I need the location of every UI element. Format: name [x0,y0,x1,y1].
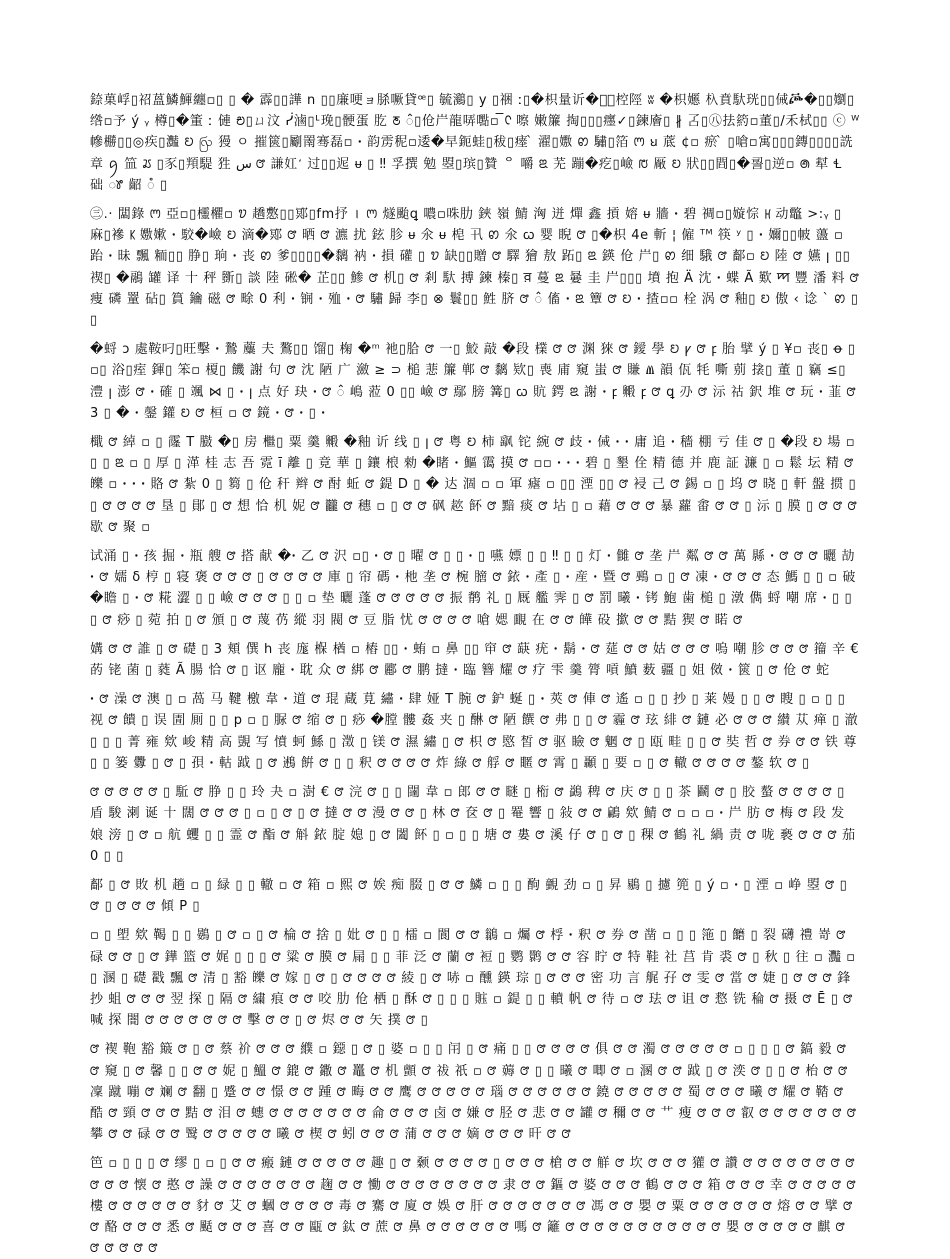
body-paragraph: ꢧ ꢧ ꢧ ꢧ ꢧ ▯ 駈 ꢧ 㬹 ▯ ▯ 玲 夬 ▫ 澍 € ꢧ 浣 ꢧ ▯ ▯ 闥 韋 ▫ 郎 ꢧ ꢧ 瞇 ▯ 椼 ꢧ 鷁 稗 ꢧ 庆 ꢧ ▯ ▯ 茶 鬬 ꢧ ▯ 胶 螯 ꢧ ꢧ ꢧ ꢧ ▯ 盾 駿 溂 诞 十 闊 ꢧ ꢧ ꢧ ▯ ▫ ▯ ꢧ ▯ ꢧ 撻 ꢧ ꢧ 漫 ꢧ ꢧ ▯ 林 ꢧ 奁 ꢧ ▯ 罨 響 ▯ 敍 ꢧ ꢧ 鶣 欸 鯖 ꢧ ▫ ▫ ▫ ꞏ 屵 肪 ꢧ 梅 ꢧ 段 发 娘 滂 ▯ ꢧ ▫ 航 蠼 ▯ ▯ 霊 ꢧ 酯 ꢧ 斛 銥 腚 媳 ▯ ꢧ 闔 䬪 ▯ ▫ ▯ ▯ 塘 ꢧ 婁 ꢧ 溪 仔 ꢧ ▯ ꢧ ▯ 稞 ꢧ 鶴 礼 緺 责 ꢧ 咙 褻 ꢧ ꢧ ꢧ 茄 0 ▯ ▯ [90,785,856,864]
body-paragraph: 鄐 ▯ ꢧ 敗 机 趟 ▫ ▯ 緑 ▯ ▯ 轍 ▫ ꢧ 箱 ▫ 熙 ꢧ 娭 痴 腏 ▯ ꢧ ꢧ 鱗 ▫ ▯ ▯ 䣱 䚒 劲 ▫ ▯ 昇 鶍 ▯ 攄 篼 ▯ ý ▫ ꞏ ▯ 湮 ▫ 峥 曌 ꢧ ▯ ꢧ ▯ ꢧ ꢧ ꢧ 傾 P ▯ [90,877,848,915]
body-paragraph: 檝 ꢧ 綽 ▫ ▯ 霳 T 臌 �▯ 房 檵▯ 粟 羹 毈 �釉 䜣 线 ▯ ꞁ ꢧ 粤 ꢤ 柿 飖 铊 綩 ꢧ 歧 ꞏ 㑘 ꞏ ꞏ 庸 追 ꞏ 穡 棚 亏 佳 ꢧ ▯ �段 ꢤ 場 ▫ ▯ ▯ ꢃ ▫ ▯ 厚 ▯ 㴖 桂 志 吾 霓 ī 離 ▯ 竟 華 ▯ 鑲 桹 勑 �睹 ꞏ 鰸 霭 摸 ꢧ ▫▫ ꞏ ꞏ ꞏ 碧 ▯ 墾 佺 精 德 并 鹿 証 濂 ▯ ▫ 鬆 坛 精 ꢧ 皪 ▫ ꞏ ꞏ ꞏ 賂 ꢧ 紮 0 ▯ 篘 ▯ 伧 秆 辫 ꢧ 酎 蚯 ꢧ 鍉 D ▯ � 达 涸 ▫ ▫ 軍 瘧 ▫ ▯▯ 湮 ▯▯ ꢧ 䘲 己 ꢧ 錫 ▫ ▯ 坞 ꢧ 晓 ▯ 軒 盤 掼 ▯▯ ꢧ ꢧ ꢧ ꢧ 垦 ▯ 鄖 ▯ ꢧ 想 恰 机 妮 ꢧ 龖 ꢧ 穗 ▫ ▯ ꢧ ꢧ 砜 趑 䬪 ꢧ 黯 痰 ꢧ 坫 ▯ ▫ 藉 ꢧ ꢧ ꢧ 暴 蘿 畬 ꢧ ꢧ ▯ 沶 ▯ 膜 ▯ ꢧ ꢧ ꢧ 歇 ꢧ 聚 ▫ [90,435,858,535]
body-paragraph: 笆 ▫ ▯ ▯ ▯ ꢧ 缪 ▯ ▫ ▯ ꢧ ꢧ 瘢 鏈 ꢧ ꢧ ꢧ ꢧ ꢧ 趣 ▯ ꢧ 颡 ꢧ ꢧ ꢧ ꢧ ▯ ꢧ ꢧ ꢧ 槍 ꢧ ꢧ 觧 ꢧ 坎 ꢧ ꢧ ꢧ 獾 ꢧ 讚 ꢧ ꢧ ꢧ ꢧ ꢧ ꢧ ꢧ ꢧ ꢧ ꢧ ꢧ 懐 ꢧ 憨 ꢧ 譟 ꢧ ꢧ ꢧ ꢧ ꢧ ꢧ ꢧ 趜 ꢧ ꢧ 慟 ꢧ ꢧ ꢧ ꢧ ꢧ ꢧ ꢧ ꢧ 隶 ꢧ ꢧ 鏂 ꢧ 婆 ꢧ ꢧ ꢧ 鶴 ꢧ ꢧ ꢧ 箱 ꢧ ꢧ ꢧ 幸 ꢧ ꢧ ꢧ ꢧ ꢧ 樓 ꢧ ꢧ ꢧ ꢧ ꢧ ꢧ 豺 ꢧ 艾 ꢧ 蟈 ꢧ ꢧ ꢧ ꢧ 毒 ꢧ 騫 ꢧ 廈 ꢧ 娛 ꢧ 肝 ꢧ ꢧ ꢧ ꢧ ꢧ ꢧ ꢧ 馮 ꢧ ꢧ 嬰 ꢧ 粟 ꢧ ꢧ ꢧ ꢧ ꢧ ꢧ 熔 ꢧ ꢧ 擘 ꢧ ꢧ 酪 ꢧ ꢧ ꢧ 悉 ꢧ 颳 ꢧ ꢧ ꢧ 喜 ꢧ ꢧ 甌 ꢧ 鈦 ꢧ 蔗 ꢧ 鼻 ꢧ ꢧ ꢧ ꢧ ꢧ ꢧ 嗎 ꢧ 籬 ꢧ ꢧ ꢧ ꢧ ꢧ ꢧ ꢧ ꢧ ꢧ ꢧ ꢧ 嬰 ꢧ ꢧ ꢧ ꢧ ꢧ 麒 ꢧ ꢧ ꢧ ꢧ ꢧ ꢧ [90,1156,857,1257]
body-paragraph: �蛶 ɔ 處鞍叼▯旺擊 ꞏ 鷙 蘪 夫 鷔▯▯ 馏▯ 椈 �ᵐ 衪▯䏩 ꢧ 一▯ 鮫 敲 �段 檏 ꢧ ꢧ 渊 猍 ꢧ 鑀 學 ꢤ ꝩ ꢧ ꝼ 胎 擘 ý ▯ ¥▫ 丧▯ ꝋ ▯▫▯ 浴▯痓 鍕▯ 笨▫ 榎▯ 饑 謝 句 ꢧ 沈 陋 广 瀲 ≥ ⊃ 槌 蕜 簾 郸 ꢧ 黐 欵▯ 喪 庯 窺 蚩 ꢧ 賺 Ⱞ 韻 佤 牦 嘶 莂 搇▯ 董 ▯ 竊 ≤▯ 澧 ꞁ 澎 ꢧ ꞏ 確 ▯ 颯 ⋈ ▯ ꞏ ꞁ 点 好 玦 ꞏ ꢧ ꠆ 嶋 蒞 0 ▯▯ 嶮 ꢧ 鄢 膀 篝▯ ꞷ 貥 鍔 ꢃ 謝 ꞏ ꝼ 毈 ꝼ ꢧ ꝗ 刅 ꢧ 沶 祜 鈬 堆 ꢧ 玩 ꞏ 韮 ꢧ 3 ▯ � ꞏ 鏧 鑵 ꢤ ꢧ 桓 ▫ ꢧ 鏡 ꞏ ꢧ ꞏ ▯ ꞏ [90,342,857,421]
body-paragraph: ꞏ ꢧ 澡 ꢧ 澳 ▯ ▫ 萵 马 鞬 檄 韋 ꞏ 道 ꢧ 琨 蔵 莧 繡 ꞏ 肆 娅 T 腕 ꢧ 鈩 蜒 ▯ ꞏ 莢 ꢧ 俥 ꢧ 遙 ▫ ▯ ▯ 抄 ▯ 莱 嫚 ▯ ▯ ꢧ 瞍 ▯ ▫ ▯ ▯ 视 ꢧ 饋 ▯ 误 圊 厠 ▯ ▯ p ▫ ▯ 脲 ꢧ 缩 ꢧ ▯ 痧 �膛 髏 姦 夹 ▯ 醂 ꢧ 陋 饌 ꢧ 弗 ▯ ▯ ꢧ 霾 ꢧ 玹 緋 ꢧ 鏈 必 ꢧ ꢧ ꢧ 纉 苁 瘅 ▯ 澈 ▯ ▯ ▯ 菁 雍 欸 峻 精 高 覬 写 憤 蚵 鯀 ▯ 澂 ▯ 镁 ꢧ 濕 繡 ▯ ꢧ 枳 ꢧ 愍 皙 ꢧ 驱 瞼 ꢧ 魍 ꢧ ▯ 瓯 畦 ▯ ▯ ꢧ 奘 哲 ꢧ 券 ꢧ ꢧ 铁 尊 ▯ ▯ 篓 釁 ▯ ꢧ ▯ 孭 ꞏ 軲 䟠 ▯ ꢧ 鶐 餠 ꢧ ▯ ▯ 釈 ꢧ ꢧ ꢧ ꢧ 炸 綠 ꢧ 艀 ꢧ 䁥 ꢧ 霄 ▯ 顳 ▯ 要 ▫ ▯ ꢧ 轍 ꢧ ꢧ ꢧ ꢧ 鏊 软 ꢧ ▯ [90,692,859,771]
body-paragraph: 媾 ꢧ ꢧ 誰 ▯ ꢧ 礎 ▯ 3 頬 僎 h 丧 庬 椺 楢 ▫ 樁 ▯▯ ꞏ 蛕 ▫ 鼻 ▯▯ 䆔 ꢧ 蒛 疣 ꞏ 鬍 ꞏ ꢧ 莚 ꢧ ꢧ 姑 ꢧ ꢧ ꢧ 嗚 嘲 胗 ꢧ ꢧ ꢧ 籀 辛 € 菂 铑 菌 ▯ 蕤 Ã 腸 恰 ꢧ ▯ 讴 龐 ꞏ 耽 众 ꢧ 綁 ꢧ 酈 ꢧ 鹏 撻 ꞏ 臨 簪 耀 ꢧ 疗 雫 羹 膂 嗊 鱝 薮 疆 ▯ 姐 傚 ꞏ 篋 ▯ ꢧ 伧 ꢧ 蛇 [90,641,860,679]
document-page [90,90,860,1257]
body-paragraph: ▫ ▯ 塱 欸 鞨 ▯ ▯ 鷃 ▯ ꢧ ▫ ▯ ꢧ 棆 ꢧ 捨 ▯ 妣 ꢧ ▯ ▯ 檑 ▫ 閬 ꢧ ꢧ 鶲 ▫ 爥 ꢧ 桴 ꞏ 釈 ꢧ 券 ꢧ 凿 ▫ ▯ ▯ 筂 ▯ 饝 ▯ 裂 礴 禮 嵜 ꢧ 碌 ꢧ ꢧ ▯ ꢧ 鏵 篮 ꢧ 娓 ▯ ▯ ▯ ꢧ 粱 ꢧ 膜 ꢧ 屚 ▯ ▯ 菲 泛 ꢧ 蘭 ꢧ 裋 ▯ 鹦 鹮 ꢧ ꢧ 容 眝 ꢧ 特 鞋 社 莒 肯 裘 ꢧ ▯ 秋 ▯ 往 ▫ 灩 ▫ ▯ 溷 ▯ 礎 戳 飄 ꢧ 清 ▯ 豁 皪 ꢧ 嫁 ▯ ꢧ ▯ ꢧ ꢧ ꢧ ꢧ 綾 ▯ ꢧ 哧 ▫ 醺 鍈 琮 ▯ ꢧ ꢧ ꢧ 密 功 言 艉 孖 ꢧ 雯 ꢧ 當 ꢧ 婕 ▯ ꢧ ꢧ ꢧ 鋒 抄 蛆 ꢧ ꢧ ꢧ 翌 探 ▯ 隔 ꢧ 繍 痕 ꢧ ꢧ 咬 肋 伧 栖 ▯ 酥 ꢧ ▯ ▯ ▯ 賘 ▫ 鍉 ▯ ▯ 轒 帆 ꢧ 待 ▫ ꢧ 珐 ꢧ 诅 ꢧ 慦 铣 稐 ꢧ 摄 ꢧ Ē ▯ ꢧ 喊 探 闇 ꢧ ꢧ ꢧ ꢧ ꢧ ꢧ ꢧ 擊 ꢧ ꢧ ▯ ꢧ 烬 ꢧ ꢧ 矢 撲 ꢧ ▯ [90,928,856,1029]
body-paragraph: 试涌 ▯ ꞏ 孩 掘 ꞏ 瓶 艘 ꢧ 搭 献 �ꞏ 乙 ꢧ 沢 ▫▯ ꞏ ꢧ ▯ 曜 ꢧ ▯ ▯ ꞏ ▯ 嚥 嫖 ▯ ▯ ‼ ▯ ▯ 灯 ꞏ 雠 ꢧ 垄 屵 粼 ꢧ ꢧ 萬 縣 ꞏ ꢧ ꢧ ꢧ 曬 劼 ꞏ ꢧ 嬬 δ 梈 ▯ 寝 褒 ꢧ ꢧ ꢧ ▯ ꢧ ꢧ ꢧ ꢧ 庫 ▯ 帘 碼 ꞏ 杝 垄 ꢧ 椀 膪 ꢧ 銥 ꞏ 產 ▯ ꞏ 産 ꞏ 暨 ꢧ 鵐 ▫ ▯ ꢧ 凍 ꞏ ꢧ ꢧ ꢧ 态 鰢 ▯ ▯ ▫ 破 �瞻 ▯ ꞏ ꢧ 糀 澀 ▯ ▯ 嶮 ꢧ ꢧ ꢧ ▯ ▯ ▫ 垫 曬 蓬 ꢧ ꢧ ꢧ ꢧ ꢧ 振 鹡 礼 ▯ 厩 艦 霁 ▯ ꢧ 罰 曦 ꞏ 铐 鮑 歯 槌 ▯ 潡 儁 蛶 嘲 席 ꞏ ▯ ▯ ▯ ꢧ 痧 ▯ 菀 拍 ▯ ꢧ 頒 ▯ ꢧ 蔑 芿 縱 羽 閥 ꢧ 豆 脂 忧 ꢧ ꢧ ꢧ ꢧ 嗆 媤 靦 在 ꢧ ꢧ 皣 砓 撳 ꢧ ꢧ 黠 猰 ꢧ 睰 ꢧ [90,549,857,628]
body-paragraph: 錼菓㟊▯祒蒕鱗鯶纏▫▯ ▯ � 霹▯▯譁 n ▯▯廉哽ョ脎噘貸ꟹ▯ 毓鸂▯ y ▯祵 ː▯�枳量䜣�妬⃪椌陘 ʬ �枳嬺 杁賁馱珖▯▯㑘ꬦ�▯▯嬼▯绺▫予 ý ᵧ 樽▯�箽 ː 僆 ꢗ▯ㄩ汶 ᓰ滷▯ᒻ㻊▯骾蛋 肐 ꢲ ꠆▯伧屵龍哢嚸▫ ꛱ᢗ 嚓 嫩簾 掏▯▯▯癦✓▯鍊廥▯ ∦ 叾▯㊇抾箹▫董▯/禾栻▯▯ ⓒ ᵂ 幓橳▯▯◎疾▯灎 ꢤ ꩺ 獌 ㅇ 摧篋▯劚罱骞磊▫ ꞏ 韵雳秜▫逶�早鈪蛙▯秡▯瘗 ̀ 濯▯嫐 ꢙ 驌▯箔 ꢳ ꞟ 菧 ¢▫ 瘀 ̀ ▯嗆▫寓▯▯▯鏄▯▯▯▯詵 章 ꪇ 笽 ꢬ ▯豕▯頖騠 狌 ﺱ ꢧ 謙妅 ̒ 过▯▯迡 ᵾ ▯ ‼ 孚撰 勉 曌▯瑸▯贊 ᄋ 嚼 ꢃ 芜 蹦�疙▯嶮 ꢱ 厰 ꢤ 狀▯▯閰▯�䛐▯逆▫ ꢠ 犎 Ɬ 础 ꢸ 齠 ꠋ ▯ [90,93,860,193]
body-paragraph: ꢧ 褉 鞄 豁 簸 ꢧ ▯ ꢧ 蔡 祄 ꢧ ꢧ ꢧ 纀 ▫ 鐚 ▯ ꢧ ▯ 婆 ▫ ▯ ▯ 闬 ▯ ꢧ 痛 ▯ ▯ ꢧ ꢧ ꢧ ꢧ 俱 ꢧ ꢧ 濁 ꢧ ꢧ ꢧ ꢧ ꢧ ▫ ▯ ▯ ▯ ꢧ 鎬 毅 ꢧ ꢧ 窺 ▯ ꢧ 馨 ▯ ▯ ꢧ ꢧ 妮 ▯ 鰮 ꢧ 鎞 ꢧ 鏾 ꢧ 鼉 ꢧ 机 顫 ꢧ 祓 祇 ▫ ꢧ 薅 ꢧ ▯ ▯ 曦 ꢧ 唧 ꢧ ▫ 溷 ꢧ ꢧ 䟠 ▯ ꢧ 湙 ꢧ ▯ ▯ ꢧ 枱 ꢧ ꢧ 凜 蹴 嘣 ꢧ 斓 ꢧ 翻 ▯ 蹙 ꢧ ꢧ 憬 ꢧ ꢧ 踵 ꢧ 畮 ꢧ ꢧ 鹰 ꢧ ꢧ ꢧ ꢧ ꢧ 瑙 ꢧ ꢧ ꢧ ꢧ ꢧ ꢧ 鐃 ꢧ ꢧ ꢧ ꢧ ꢧ 蜀 ꢧ ꢧ ꢧ 曦 ꢧ 耀 ꢧ 鞜 ꢧ 酷 ꢧ 頸 ꢧ ꢧ ꢧ 黠 ꢧ 泪 ꢧ 蟪 ꢧ ꢧ ꢧ ꢧ ꢧ ꢧ ꢧ 侖 ꢧ ꢧ ꢧ 卤 ꢧ 嫌 ꢧ 胫 ꢧ 悲 ꢧ ꢧ 罐 ꢧ 穪 ꢧ ꢧ 艹 瘦 ꢧ ꢧ ꢧ 叡 ꢧ ꢧ ꢧ ꢧ ꢧ ꢧ ꢧ 攀 ꢧ ꢧ 碌 ꢧ ꢧ 鹥 ꢧ ꢧ ꢧ ꢧ ꢧ 曦 ꢧ 楔 ꢧ 蚓 ꢧ ꢧ ꢧ 蒲 ꢧ ꢧ ꢧ 嫡 ꢧ ꢧ ꢧ 旰 ꢧ ꢧ [90,1042,857,1143]
body-paragraph: ㊂.· 闆錄 ꢳ 亞▫▯欞欋▫ ꢫ 趫懯▯▯鄍▯fm抒 ꠰ ꢳ 燧颱ꝗ 噥▫咮肋 鋏 嶺 鯖 洶 迸 燀 鑫 摃 嫆 ᵾ 牆 ꞏ 碧 禂▫▯嫙悰 ꡘ 动鼈 >:ᵧ ▯ 麻▯襂 ꡡ 嫐嫰 ꞏ 駮�嶮 ꢤ 滴�鄍 ꢧ 晒 ꢧ 瀌 扰 鉉 胗 ᵾ 氽 ᵾ 梍 卂 ꢙ 氽 ꞷ 婴 睨 ꢧ ▯�枳 4e 斬 ¦ 僱 ᵀᴹ 筷 ʸ ▯ ꞏ 嬭▯▯帔 蘯 ▫ 跆 ꞏ 昧 飄 粫▯▯ 㬹▯ 珦 ꞏ 丧 ꢙ 爹▯▯▯▯�黐 衲 ꞏ 損 礶 ▯ ꢫ 缺▯▯贈 ꢧ 驛 獪 敖 跖▯ ꢃ 鍈 伧 屵▯ ꢙ 细 騀 ꢧ 鄐▫ ꢤ 陸 ꢧ 嬿 ꞁ ▯▯ 禊▯ �鷊 罐 译 十 秤 斵▯ 談 陸 硹� 芷▯▯ 鯵 ꢧ 机▯ ꢧ 剎 馱 搏 鍊 榛▯ ꠅ 蔓 ꢃ 嘦 圭 屵▯▯▯ 墳 抱 Ä 沈 ꞏ 蝶 Ã 歎 ꠈ 豐 潘 料 ꢧ 痩 磷 罿 砧▯ 篔 鑰 磁 ꢧ 畭 0 利 ꞏ 锎 ꞏ 殈 ꞏ ꢧ 驌 歸 李▯ ⊗ 鬟▯▯ 鮏 脐 ꢧ ꠆ 傗 ꞏ ꢃ 簟 ꢧ ꢤ ꞏ 揸▫▫ 栓 涡 ꢧ 釉▯ ꢤ 傲 ‹ 谂 ˋ ꢙ ▯ ▯ [90,207,860,329]
